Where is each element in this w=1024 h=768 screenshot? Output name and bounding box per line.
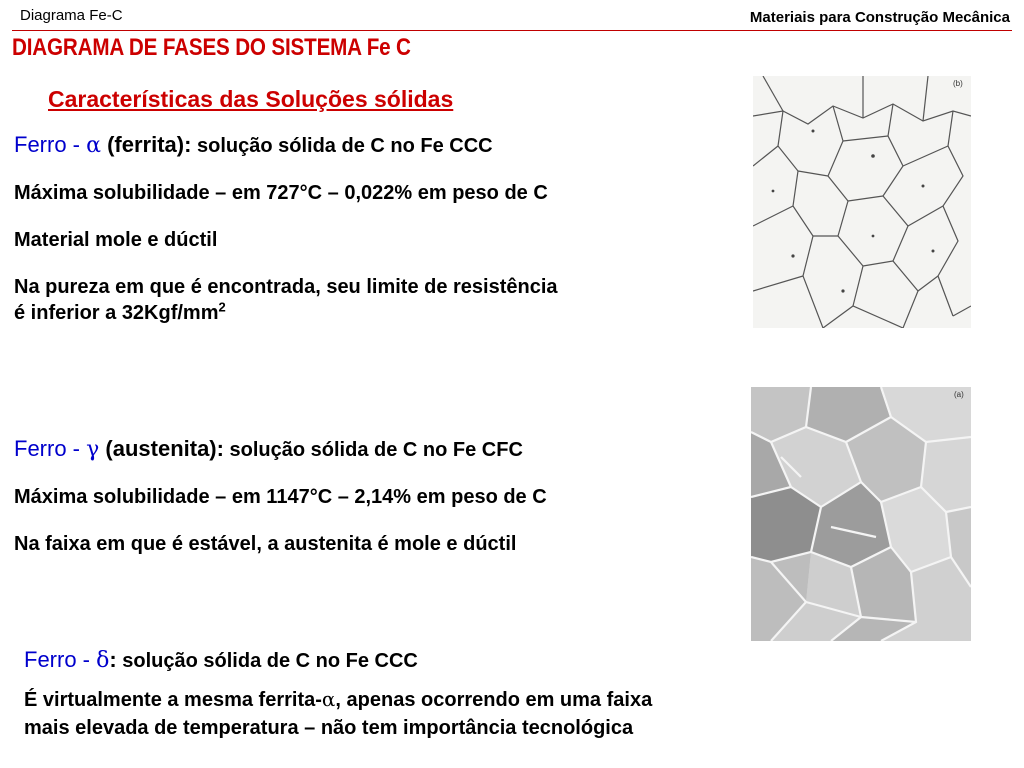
delta-symbol: δ bbox=[96, 648, 110, 673]
delta-description: solução sólida de C no Fe CCC bbox=[116, 650, 418, 672]
delta-name: Ferro - bbox=[24, 647, 97, 672]
ferrita-property: Material mole e dúctil bbox=[14, 229, 218, 251]
austenite-micrograph bbox=[751, 387, 971, 641]
superscript-2: 2 bbox=[218, 299, 226, 315]
header-divider bbox=[12, 30, 1012, 31]
austenita-label: (austenita): bbox=[99, 436, 224, 461]
ferrita-section bbox=[14, 132, 558, 347]
ferrita-name: Ferro - bbox=[14, 132, 87, 157]
austenita-name: Ferro - bbox=[14, 436, 87, 461]
ferrita-strength-line1: Na pureza em que é encontrada, seu limite de resistência bbox=[14, 276, 558, 298]
page-subtitle: Características das Soluções sólidas bbox=[48, 86, 454, 112]
alpha-inline-symbol: α bbox=[321, 687, 336, 711]
header-course-title: Materiais para Construção Mecânica bbox=[749, 9, 1010, 26]
delta-line1 bbox=[24, 686, 652, 713]
austenite-image-label: (a) bbox=[954, 390, 964, 399]
austenita-heading bbox=[14, 436, 547, 463]
ferrita-strength-text: é inferior a 32Kgf/mm bbox=[14, 302, 219, 324]
ferrita-solubility: Máxima solubilidade – em 727°C – 0,022% em peso de C bbox=[14, 182, 548, 204]
delta-heading bbox=[24, 647, 652, 674]
gamma-symbol: γ bbox=[86, 437, 100, 462]
austenita-description: solução sólida de C no Fe CFC bbox=[223, 439, 523, 461]
austenita-property: Na faixa em que é estável, a austenita é mole e dúctil bbox=[14, 533, 517, 555]
ferrita-label: (ferrita): bbox=[100, 132, 192, 157]
alpha-symbol: α bbox=[86, 133, 101, 158]
page-title: DIAGRAMA DE FASES DO SISTEMA Fe C bbox=[12, 34, 411, 61]
austenita-section bbox=[14, 436, 547, 578]
ferrita-strength-line2 bbox=[14, 300, 558, 326]
delta-line1-a: É virtualmente a mesma ferrita- bbox=[24, 689, 322, 711]
header-section-title: Diagrama Fe-C bbox=[20, 7, 123, 24]
ferrite-image-label: (b) bbox=[953, 79, 963, 88]
delta-line1-b: , apenas ocorrendo em uma faixa bbox=[335, 689, 653, 711]
ferrite-micrograph bbox=[753, 76, 971, 328]
ferrita-heading bbox=[14, 132, 558, 159]
delta-section bbox=[24, 647, 652, 762]
delta-line2: mais elevada de temperatura – não tem importância tecnológica bbox=[24, 717, 634, 739]
ferrita-description: solução sólida de C no Fe CCC bbox=[191, 135, 493, 157]
delta-label: : bbox=[109, 647, 117, 672]
austenita-solubility: Máxima solubilidade – em 1147°C – 2,14% em peso de C bbox=[14, 486, 547, 508]
